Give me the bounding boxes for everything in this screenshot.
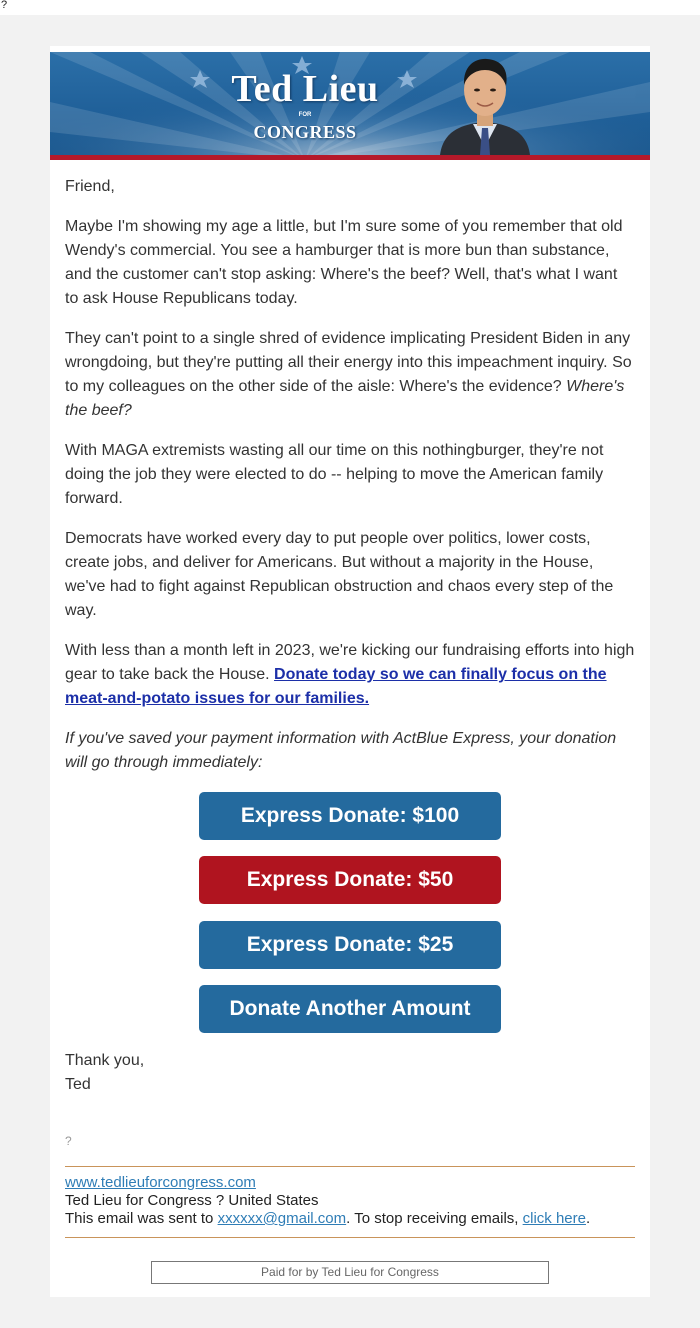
donate-today-link[interactable]: Donate today so we can finally focus on the meat-and-potato issues for our families. xyxy=(65,666,607,707)
express-note-text: If you've saved your payment information with ActBlue Express, your donation will go through immediately: xyxy=(65,730,617,771)
footer xyxy=(65,1174,635,1228)
paid-for-disclaimer: Paid for by Ted Lieu for Congress xyxy=(151,1261,549,1284)
paragraph-democrats: Democrats have worked every day to put people over politics, lower costs, create jobs, and deliver for Americans. But without a majority in the House, we've had to fight against Republican obstruction and chaos every step of the way. xyxy=(65,530,614,619)
signoff-name: Ted xyxy=(65,1076,91,1093)
sent-to-line xyxy=(65,1210,635,1228)
top-question-mark: ? xyxy=(1,0,8,11)
paragraph-fundraising-text: With less than a month left in 2023, we're kicking our fundraising efforts into high gear to take back the House. xyxy=(65,642,635,683)
footer-question-mark: ? xyxy=(65,1134,72,1148)
top-bar xyxy=(0,0,700,15)
unsubscribe-link[interactable]: click here xyxy=(522,1210,586,1227)
paragraph-evidence-text: They can't point to a single shred of evidence implicating President Biden in any wrongdoing, but they're putting all their energy into this impeachment inquiry. So to my colleagues on the other side of the aisle: Where's the evidence? xyxy=(65,330,632,395)
banner-congress-text: CONGRESS xyxy=(253,122,357,142)
stop-text: . To stop receiving emails, xyxy=(346,1210,519,1227)
sent-prefix: This email was sent to xyxy=(65,1210,214,1227)
signoff-thank-you: Thank you, xyxy=(65,1052,145,1069)
candidate-portrait xyxy=(435,52,535,155)
header-banner xyxy=(50,52,650,160)
website-link[interactable]: www.tedlieuforcongress.com xyxy=(65,1174,256,1191)
wheres-the-beef-italic: Where's the beef? xyxy=(65,378,625,419)
footer-divider-top xyxy=(65,1166,635,1167)
footer-divider-bottom xyxy=(65,1237,635,1238)
paragraph-evidence xyxy=(65,327,635,423)
greeting: Friend, xyxy=(65,178,115,195)
paragraph-maga: With MAGA extremists wasting all our time on this nothingburger, they're not doing the job they were elected to do -- helping to move the American family forward. xyxy=(65,442,604,507)
signoff xyxy=(65,1049,144,1097)
final-period: . xyxy=(585,1210,591,1227)
paragraph-fundraising xyxy=(65,639,635,711)
express-note xyxy=(65,727,635,775)
email-card xyxy=(50,46,650,1297)
banner-title: Ted Lieu xyxy=(231,68,379,110)
donate-another-amount-button[interactable]: Donate Another Amount xyxy=(199,985,501,1033)
express-donate-50-button[interactable]: Express Donate: $50 xyxy=(199,856,501,904)
paragraph-wendys: Maybe I'm showing my age a little, but I'm sure some of you remember that old Wendy's commercial. You see a hamburger that is more bun than substance, and the customer can't stop asking: Where's the beef? Well, that's what I want to ask House Republicans today. xyxy=(65,218,623,307)
banner-for-text: FOR xyxy=(298,112,312,118)
express-donate-100-button[interactable]: Express Donate: $100 xyxy=(199,792,501,840)
email-body xyxy=(65,175,635,791)
express-donate-25-button[interactable]: Express Donate: $25 xyxy=(199,921,501,969)
recipient-email-link[interactable]: xxxxxx@gmail.com xyxy=(217,1210,347,1227)
org-line: Ted Lieu for Congress ? United States xyxy=(65,1192,319,1209)
